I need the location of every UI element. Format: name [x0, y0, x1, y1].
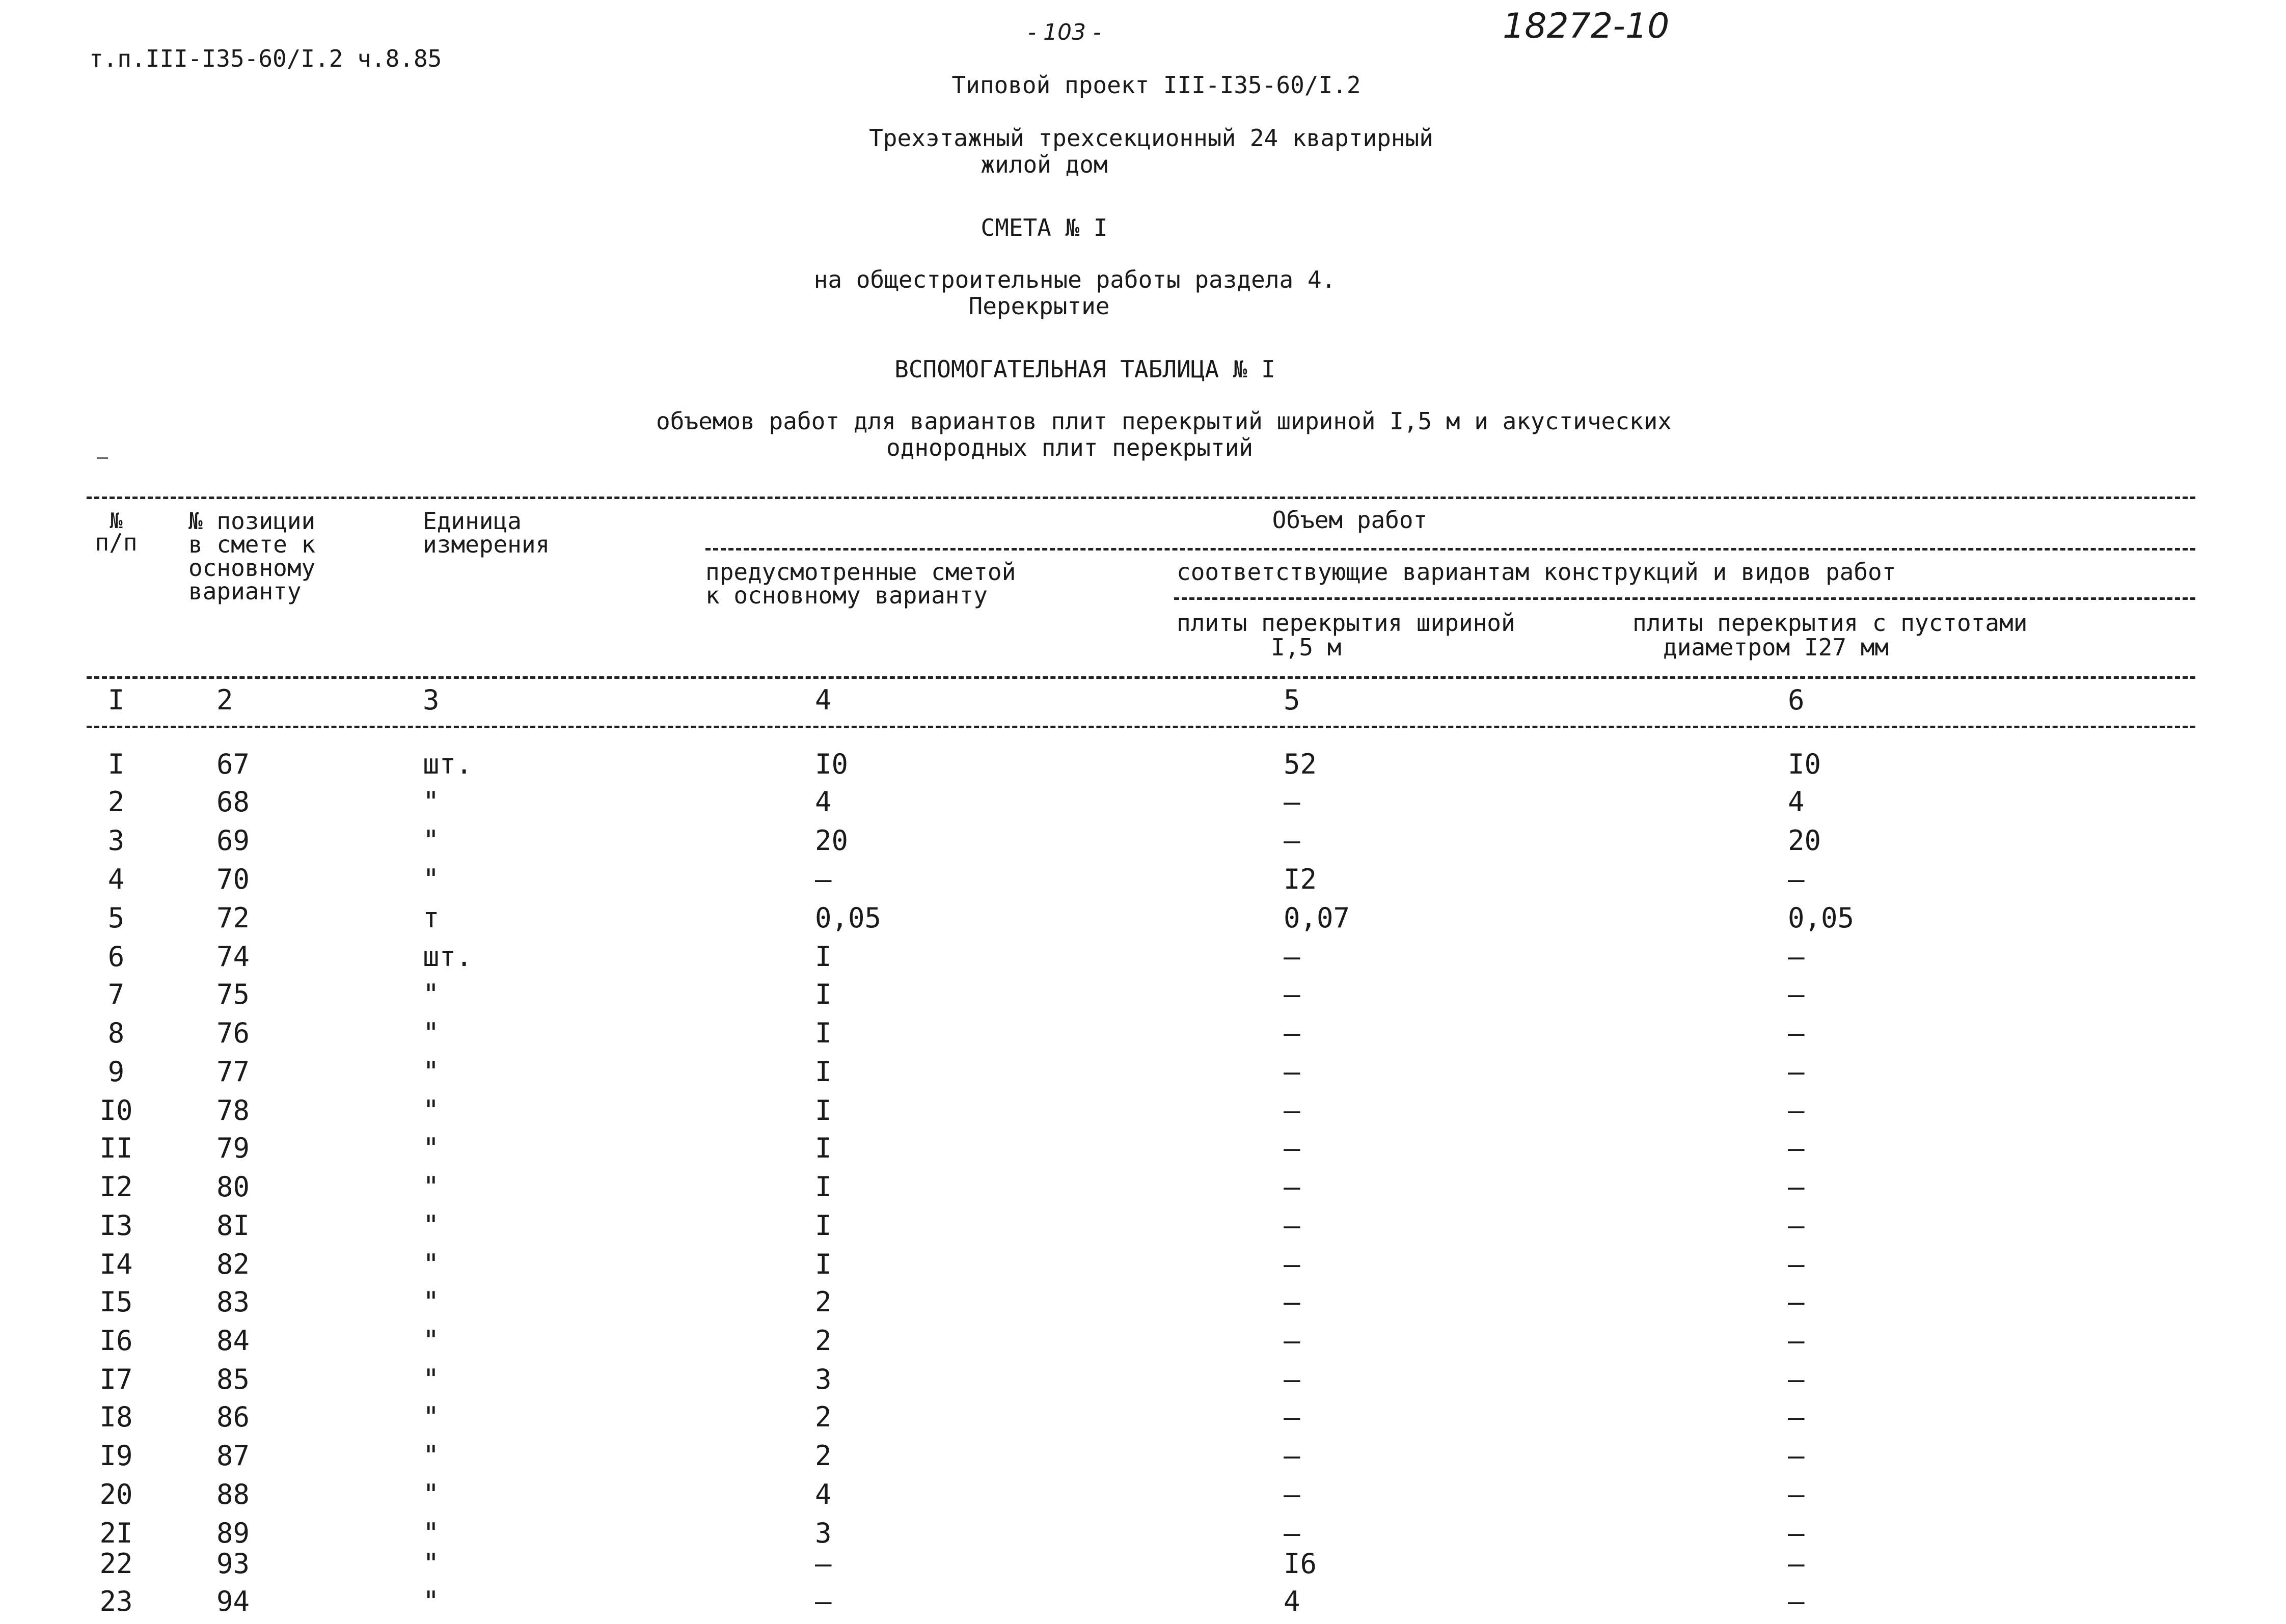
row-variant2-volume: – [1788, 1325, 1805, 1357]
row-unit: " [423, 1401, 440, 1433]
variant1-header-line1: плиты перекрытия шириной [1177, 609, 1515, 637]
row-base-volume: I [815, 1132, 832, 1164]
row-variant2-volume: – [1788, 1248, 1805, 1280]
row-position: 93 [216, 1548, 250, 1580]
row-number: I2 [99, 1171, 133, 1203]
row-variant2-volume: – [1788, 1171, 1805, 1203]
row-position: 80 [216, 1171, 250, 1203]
row-number: I7 [99, 1363, 133, 1395]
row-unit: " [423, 824, 440, 857]
row-position: 78 [216, 1094, 250, 1126]
row-variant1-volume: – [1284, 941, 1300, 973]
row-base-volume: 2 [815, 1286, 832, 1318]
variant2-header-line1: плиты перекрытия с пустотами [1632, 609, 2028, 637]
row-position: 75 [216, 978, 250, 1010]
col2-header-line3: основному [188, 554, 316, 582]
row-base-volume: 4 [815, 786, 832, 818]
row-variant2-volume: I0 [1788, 748, 1821, 780]
numbers-bottom-rule [87, 726, 2195, 728]
row-variant2-volume: – [1788, 1209, 1805, 1242]
row-variant2-volume: – [1788, 1401, 1805, 1433]
row-unit: " [423, 1363, 440, 1395]
row-position: 72 [216, 902, 250, 934]
variants-header: соответствующие вариантам конструкций и видов работ [1177, 558, 1896, 586]
col2-header-line2: в смете к [188, 531, 316, 558]
row-number: 23 [99, 1585, 133, 1617]
margin-mark [97, 457, 108, 459]
row-position: 79 [216, 1132, 250, 1164]
row-base-volume: I [815, 1094, 832, 1126]
row-position: 77 [216, 1056, 250, 1088]
row-variant2-volume: – [1788, 941, 1805, 973]
row-base-volume: 2 [815, 1325, 832, 1357]
variant1-header-line2: I,5 м [1271, 634, 1342, 661]
sheet-code: 18272-10 [1503, 6, 1670, 46]
row-unit: " [423, 1548, 440, 1580]
row-variant1-volume: – [1284, 1440, 1300, 1472]
row-base-volume: 2 [815, 1401, 832, 1433]
row-base-volume: 0,05 [815, 902, 882, 934]
row-unit: " [423, 863, 440, 895]
row-variant2-volume: – [1788, 1094, 1805, 1126]
row-number: 3 [107, 824, 125, 857]
row-variant2-volume: – [1788, 863, 1805, 895]
row-variant2-volume: – [1788, 1363, 1805, 1395]
row-number: 4 [107, 863, 125, 895]
building-title-line2: жилой дом [981, 151, 1108, 178]
row-base-volume: – [815, 1585, 832, 1617]
row-variant1-volume: – [1284, 786, 1300, 818]
row-unit: " [423, 1094, 440, 1126]
row-base-volume: I [815, 1248, 832, 1280]
col-number-5: 5 [1284, 684, 1300, 716]
volume-under-rule [705, 548, 2195, 550]
col1-header-line1: № [110, 508, 123, 533]
row-variant1-volume: – [1284, 978, 1300, 1010]
col-number-6: 6 [1788, 684, 1805, 716]
row-position: 67 [216, 748, 250, 780]
row-variant2-volume: – [1788, 1056, 1805, 1088]
row-variant2-volume: 20 [1788, 824, 1821, 857]
row-base-volume: I [815, 941, 832, 973]
row-number: 22 [99, 1548, 133, 1580]
row-variant2-volume: – [1788, 1132, 1805, 1164]
row-variant1-volume: – [1284, 824, 1300, 857]
row-unit: " [423, 1171, 440, 1203]
row-unit: " [423, 1248, 440, 1280]
row-number: 2I [99, 1517, 133, 1549]
row-variant1-volume: 52 [1284, 748, 1317, 780]
row-unit: " [423, 1286, 440, 1318]
row-unit: " [423, 1517, 440, 1549]
row-number: 20 [99, 1478, 133, 1510]
col1-header-line2: п/п [95, 529, 138, 556]
row-variant1-volume: – [1284, 1132, 1300, 1164]
row-position: 69 [216, 824, 250, 857]
row-variant1-volume: – [1284, 1401, 1300, 1433]
works-line1: на общестроительные работы раздела 4. [813, 266, 1336, 293]
row-variant1-volume: – [1284, 1209, 1300, 1242]
row-position: 89 [216, 1517, 250, 1549]
row-number: I0 [99, 1094, 133, 1126]
row-unit: " [423, 786, 440, 818]
row-number: 2 [107, 786, 125, 818]
row-variant1-volume: – [1284, 1248, 1300, 1280]
row-variant2-volume: 0,05 [1788, 902, 1855, 934]
volume-header: Объем работ [1272, 506, 1428, 534]
row-unit: шт. [423, 941, 473, 973]
row-variant1-volume: 0,07 [1284, 902, 1350, 934]
row-variant2-volume: – [1788, 1548, 1805, 1580]
row-unit: " [423, 1056, 440, 1088]
row-base-volume: I [815, 1017, 832, 1049]
row-base-volume: I [815, 978, 832, 1010]
row-variant1-volume: – [1284, 1517, 1300, 1549]
row-position: 88 [216, 1478, 250, 1510]
row-number: I9 [99, 1440, 133, 1472]
row-position: 94 [216, 1585, 250, 1617]
row-variant1-volume: – [1284, 1363, 1300, 1395]
row-variant2-volume: – [1788, 1585, 1805, 1617]
row-variant2-volume: – [1788, 978, 1805, 1010]
row-base-volume: I0 [815, 748, 849, 780]
row-position: 82 [216, 1248, 250, 1280]
row-variant1-volume: I6 [1284, 1548, 1317, 1580]
row-variant2-volume: – [1788, 1517, 1805, 1549]
row-variant2-volume: – [1788, 1286, 1805, 1318]
row-unit: шт. [423, 748, 473, 780]
row-number: 5 [107, 902, 125, 934]
table-caption-line2: однородных плит перекрытий [886, 434, 1254, 461]
row-unit: " [423, 1440, 440, 1472]
row-number: I5 [99, 1286, 133, 1318]
row-number: I6 [99, 1325, 133, 1357]
row-unit: " [423, 1325, 440, 1357]
building-title-line1: Трехэтажный трехсекционный 24 квартирный [869, 124, 1433, 152]
row-position: 8I [216, 1209, 250, 1242]
col2-header-line4: варианту [188, 577, 302, 605]
row-position: 83 [216, 1286, 250, 1318]
row-number: I4 [99, 1248, 133, 1280]
row-position: 86 [216, 1401, 250, 1433]
row-base-volume: 20 [815, 824, 849, 857]
row-unit: " [423, 1478, 440, 1510]
row-unit: " [423, 1209, 440, 1242]
col2-header-line1: № позиции [188, 507, 316, 535]
row-position: 68 [216, 786, 250, 818]
aux-table-title: ВСПОМОГАТЕЛЬНАЯ ТАБЛИЦА № I [894, 355, 1275, 383]
row-base-volume: I [815, 1209, 832, 1242]
row-base-volume: I [815, 1056, 832, 1088]
row-variant1-volume: – [1284, 1017, 1300, 1049]
row-variant1-volume: – [1284, 1325, 1300, 1357]
row-base-volume: – [815, 1548, 832, 1580]
row-position: 76 [216, 1017, 250, 1049]
row-variant1-volume: – [1284, 1286, 1300, 1318]
col-number-4: 4 [815, 684, 832, 716]
col-number-3: 3 [423, 684, 440, 716]
row-unit: " [423, 978, 440, 1010]
row-unit: " [423, 1132, 440, 1164]
col3-header-line1: Единица [423, 507, 522, 535]
row-position: 84 [216, 1325, 250, 1357]
row-number: 7 [107, 978, 125, 1010]
header-bottom-rule [87, 676, 2195, 679]
row-number: I3 [99, 1209, 133, 1242]
row-variant2-volume: – [1788, 1440, 1805, 1472]
row-unit: " [423, 1017, 440, 1049]
page-number: - 103 - [1028, 19, 1101, 45]
variant2-header-line2: диаметром I27 мм [1663, 634, 1889, 661]
col-number-1: I [107, 684, 125, 716]
col-number-2: 2 [216, 684, 233, 716]
row-variant1-volume: – [1284, 1478, 1300, 1510]
col3-header-line2: измерения [423, 531, 550, 558]
row-variant1-volume: – [1284, 1094, 1300, 1126]
row-position: 70 [216, 863, 250, 895]
row-number: 6 [107, 941, 125, 973]
row-unit: т [423, 902, 440, 934]
table-top-rule [87, 497, 2195, 499]
row-variant2-volume: – [1788, 1478, 1805, 1510]
row-base-volume: 3 [815, 1517, 832, 1549]
works-line2: Перекрытие [968, 292, 1110, 320]
variants-under-rule [1174, 597, 2195, 600]
row-variant1-volume: I2 [1284, 863, 1317, 895]
base-header-line2: к основному варианту [705, 582, 988, 609]
row-base-volume: 2 [815, 1440, 832, 1472]
project-line: Типовой проект III-I35-60/I.2 [951, 71, 1361, 99]
base-header-line1: предусмотренные сметой [705, 558, 1016, 586]
table-caption-line1: объемов работ для вариантов плит перекрытий шириной I,5 м и акустических [656, 407, 1672, 435]
row-number: I [107, 748, 125, 780]
row-variant1-volume: – [1284, 1171, 1300, 1203]
row-unit: " [423, 1585, 440, 1617]
row-base-volume: I [815, 1171, 832, 1203]
row-base-volume: – [815, 863, 832, 895]
row-number: I8 [99, 1401, 133, 1433]
row-position: 85 [216, 1363, 250, 1395]
row-base-volume: 4 [815, 1478, 832, 1510]
row-number: II [99, 1132, 133, 1164]
row-number: 8 [107, 1017, 125, 1049]
estimate-title: СМЕТА № I [981, 214, 1108, 241]
row-number: 9 [107, 1056, 125, 1088]
row-variant1-volume: – [1284, 1056, 1300, 1088]
row-variant1-volume: 4 [1284, 1585, 1300, 1617]
row-position: 87 [216, 1440, 250, 1472]
row-variant2-volume: 4 [1788, 786, 1805, 818]
row-base-volume: 3 [815, 1363, 832, 1395]
row-variant2-volume: – [1788, 1017, 1805, 1049]
row-position: 74 [216, 941, 250, 973]
document-reference: т.п.III-I35-60/I.2 ч.8.85 [89, 45, 442, 72]
